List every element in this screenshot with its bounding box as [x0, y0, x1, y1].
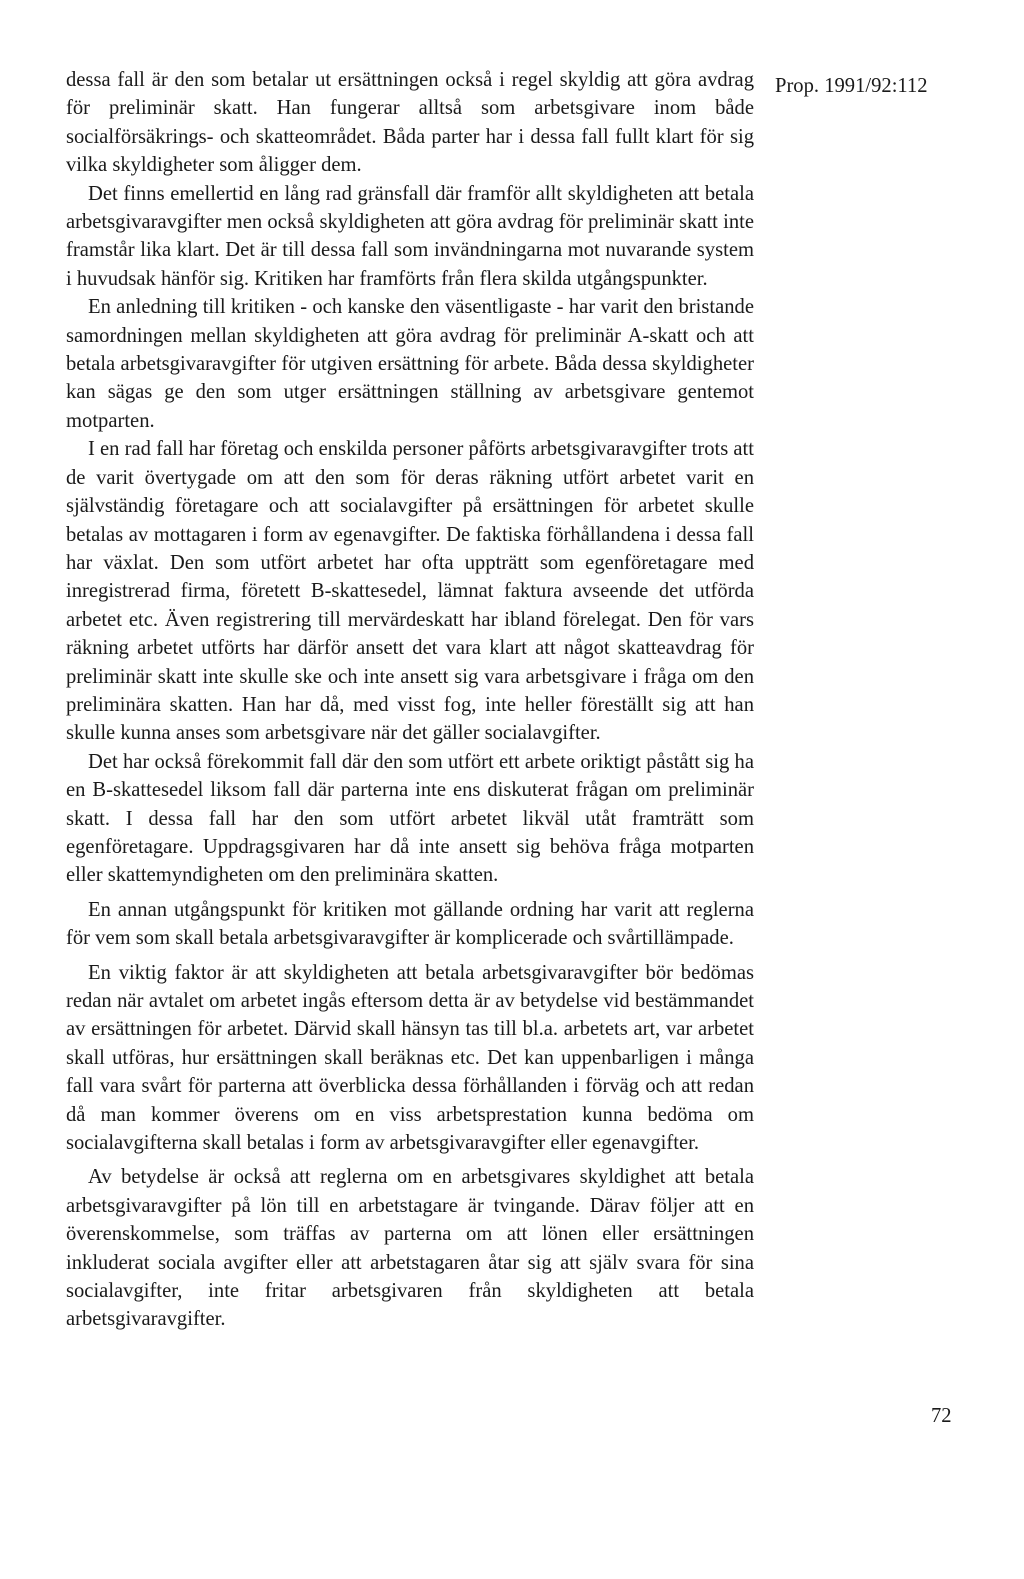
- paragraph-4: I en rad fall har företag och enskilda personer påförts arbetsgivaravgifter trots att de varit övertygade om att den som för deras räkning utfört arbetet varit en självständig företagare och att socialavgifter på ersättningen för arbetet skulle betalas av mottagaren i form av egenavgifter. De faktiska förhållandena i dessa fall har växlat. Den som utfört arbetet har ofta uppträtt som egenföretagare med inregistrerad firma, företett B-skattesedel, lämnat faktura avseende det utförda arbetet etc. Även registrering till mervärdeskatt har ibland förelegat. Den för vars räkning arbetet utförts har därför ansett det vara klart att något skatteavdrag för preliminär skatt inte skulle ske och inte ansett sig vara arbetsgivare i fråga om den preliminära skatten. Han har då, med visst fog, inte heller föreställt sig att han skulle kunna anses som arbetsgivare när det gäller socialavgifter.: [66, 438, 754, 745]
- paragraph-5: Det har också förekommit fall där den som utfört ett arbete oriktigt påstått sig ha en B-skattesedel liksom fall där parterna inte ens diskuterat frågan om preliminär skatt. I dessa fall har den som utfört arbetet likväl utåt framträtt som egenföretagare. Uppdragsgivaren har då inte ansett sig behöva fråga motparten eller skattemyndigheten om den preliminära skatten.: [66, 750, 754, 887]
- paragraph-6: En annan utgångspunkt för kritiken mot gällande ordning har varit att reglerna för vem som skall betala arbetsgivaravgifter är komplicerade och svårtillämpade.: [66, 898, 754, 950]
- paragraph-1: dessa fall är den som betalar ut ersättningen också i regel skyldig att göra avdrag för preliminär skatt. Han fungerar alltså som arbetsgivare inom både socialförsäkrings- och skatteområdet. Båda parter har i dessa fall fullt klart för sig vilka skyldigheter som åligger dem.: [66, 69, 754, 177]
- paragraph-2: Det finns emellertid en lång rad gränsfall där framför allt skyldigheten att betala arbetsgivaravgifter men också skyldigheten att göra avdrag för preliminär skatt inte framstår lika klart. Det är till dessa fall som invändningarna mot nuvarande system i huvudsak hänför sig. Kritiken har framförts från flera skilda utgångspunkter.: [66, 182, 754, 290]
- page-number: 72: [931, 1405, 952, 1427]
- paragraph-3: En anledning till kritiken - och kanske den väsentligaste - har varit den bristande samordningen mellan skyldigheten att göra avdrag för preliminär A-skatt och att betala arbetsgivaravgifter för utgiven ersättning för arbete. Båda dessa skyldigheter kan sägas ge den som utger ersättningen ställning av arbetsgivare gentemot motparten.: [66, 296, 754, 432]
- paragraph-7: En viktig faktor är att skyldigheten att betala arbetsgivaravgifter bör bedömas redan när avtalet om arbetet ingås eftersom detta är av betydelse vid bestämmandet av ersättningen för arbetet. Därvid skall hänsyn tas till bl.a. arbetets art, var arbetet skall utföras, hur ersättningen skall beräknas etc. Det kan uppenbarligen i många fall vara svårt för parterna att överblicka dessa förhållanden i förväg och att redan då man kommer överens om en viss arbetsprestation kunna bedöma om socialavgifterna skall betalas i form av arbetsgivaravgifter eller egenavgifter.: [66, 961, 754, 1155]
- body-text: [66, 66, 754, 1334]
- running-head: Prop. 1991/92:112: [775, 75, 928, 97]
- paragraph-8: Av betydelse är också att reglerna om en arbetsgivares skyldighet att betala arbetsgivaravgifter på lön till en arbetstagare är tvingande. Därav följer att en överenskommelse, som träffas av parterna om att lönen eller ersättningen inkluderat sociala avgifter eller att arbetstagaren åtar sig att själv svara för sina socialavgifter, inte fritar arbetsgivaren från skyldigheten att betala arbetsgivaravgifter.: [66, 1166, 754, 1331]
